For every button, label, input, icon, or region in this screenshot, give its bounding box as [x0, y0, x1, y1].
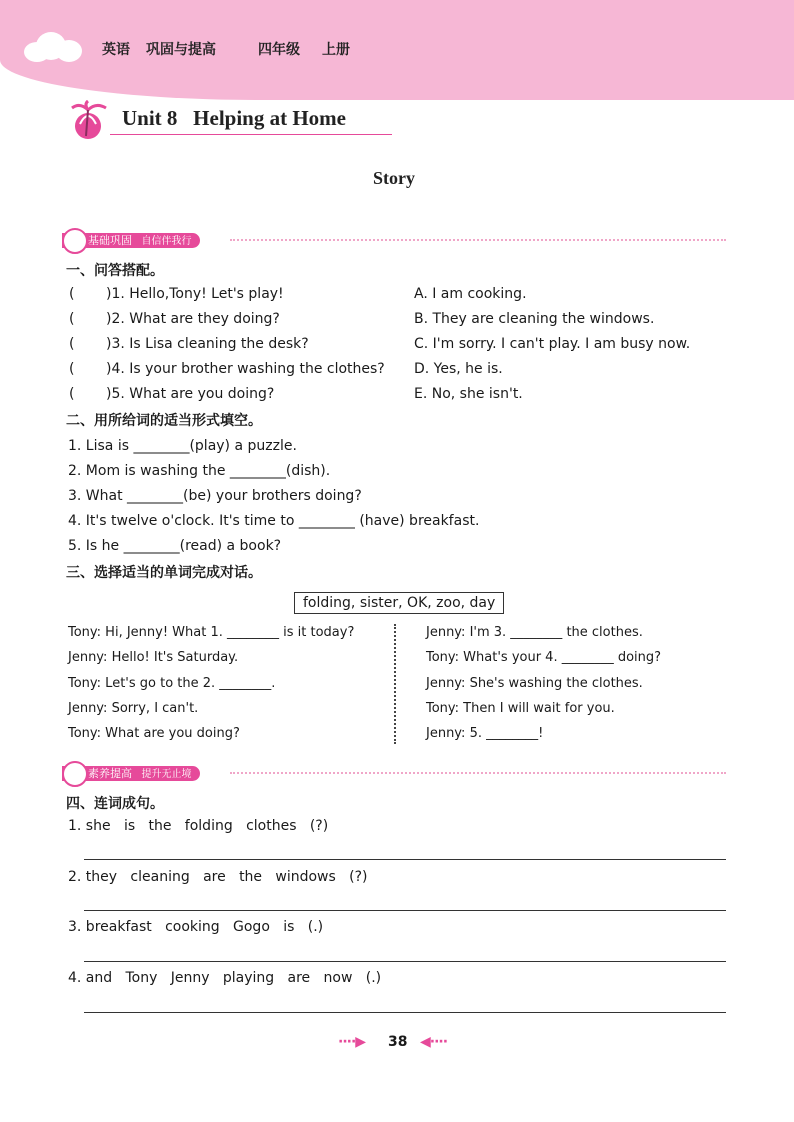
part1-paren: (	[69, 386, 75, 402]
dialogue-right-line: Tony: Then I will wait for you.	[426, 701, 615, 716]
part1-answer: B. They are cleaning the windows.	[414, 311, 655, 327]
part2-title: 二、用所给词的适当形式填空。	[66, 413, 262, 429]
dialogue-left-line: Tony: Hi, Jenny! What 1. ________ is it today?	[68, 625, 355, 640]
section-advanced-tag-label: 素养提高	[88, 767, 132, 780]
answer-line[interactable]	[84, 961, 726, 962]
dialogue-right-line: Tony: What's your 4. ________ doing?	[426, 650, 662, 665]
section-basic-dotted-rule	[230, 239, 726, 241]
section-advanced-slogan: 提升无止境	[141, 769, 192, 780]
part2-item: 5. Is he ________(read) a book?	[68, 538, 282, 554]
section-advanced-dotted-rule	[230, 772, 726, 774]
part1-paren: (	[69, 336, 75, 352]
part4-item: 1. she is the folding clothes (?)	[68, 818, 329, 834]
cloud-icon	[24, 30, 84, 64]
unit-underline	[110, 134, 392, 135]
part2-item: 3. What ________(be) your brothers doing?	[68, 488, 362, 504]
answer-line[interactable]	[84, 1012, 726, 1013]
dialogue-left-line: Jenny: Sorry, I can't.	[68, 701, 199, 716]
page-number: 38	[388, 1034, 408, 1050]
part1-question: )3. Is Lisa cleaning the desk?	[106, 336, 309, 352]
section-basic-swan-icon	[62, 228, 88, 254]
part1-question: )5. What are you doing?	[106, 386, 275, 402]
part2-item: 1. Lisa is ________(play) a puzzle.	[68, 438, 297, 454]
dialogue-right-line: Jenny: She's washing the clothes.	[426, 676, 643, 691]
unit-title: Unit 8 Helping at Home	[122, 106, 346, 130]
dialogue-left-line: Tony: Let's go to the 2. ________.	[68, 676, 276, 691]
answer-line[interactable]	[84, 910, 726, 911]
header-grade: 四年级	[258, 42, 300, 58]
part1-question: )2. What are they doing?	[106, 311, 280, 327]
part2-item: 4. It's twelve o'clock. It's time to ________ (have) breakfast.	[68, 513, 480, 529]
part1-paren: (	[69, 311, 75, 327]
section-advanced-swan-icon	[62, 761, 88, 787]
part4-title: 四、连词成句。	[66, 796, 164, 812]
part1-answer: C. I'm sorry. I can't play. I am busy now.	[414, 336, 691, 352]
part4-item: 2. they cleaning are the windows (?)	[68, 869, 368, 885]
dialogue-left-line: Tony: What are you doing?	[68, 726, 240, 741]
header-series: 巩固与提高	[146, 42, 216, 58]
story-title: Story	[373, 168, 415, 188]
palm-tree-logo-icon	[66, 100, 112, 140]
dialogue-left-line: Jenny: Hello! It's Saturday.	[68, 650, 239, 665]
part1-question: )4. Is your brother washing the clothes?	[106, 361, 385, 377]
part1-answer: A. I am cooking.	[414, 286, 527, 302]
part4-item: 3. breakfast cooking Gogo is (.)	[68, 919, 324, 935]
dialogue-divider	[394, 624, 396, 744]
footer-left-arrow-icon: ····▶	[338, 1034, 366, 1050]
part1-paren: (	[69, 286, 75, 302]
header-volume: 上册	[322, 42, 350, 58]
dialogue-right-line: Jenny: I'm 3. ________ the clothes.	[426, 625, 643, 640]
section-basic-slogan: 自信伴我行	[141, 236, 192, 247]
footer-right-arrow-icon: ◀····	[420, 1034, 448, 1050]
header-subject: 英语	[102, 42, 130, 58]
part1-paren: (	[69, 361, 75, 377]
part1-question: )1. Hello,Tony! Let's play!	[106, 286, 284, 302]
part1-title: 一、问答搭配。	[66, 263, 164, 279]
part1-answer: D. Yes, he is.	[414, 361, 503, 377]
part2-item: 2. Mom is washing the ________(dish).	[68, 463, 331, 479]
part4-item: 4. and Tony Jenny playing are now (.)	[68, 970, 382, 986]
word-box: folding, sister, OK, zoo, day	[294, 592, 504, 614]
dialogue-right-line: Jenny: 5. ________!	[426, 726, 544, 741]
part1-answer: E. No, she isn't.	[414, 386, 523, 402]
answer-line[interactable]	[84, 859, 726, 860]
section-basic-tag-label: 基础巩固	[88, 234, 132, 247]
part3-title: 三、选择适当的单词完成对话。	[66, 565, 262, 581]
